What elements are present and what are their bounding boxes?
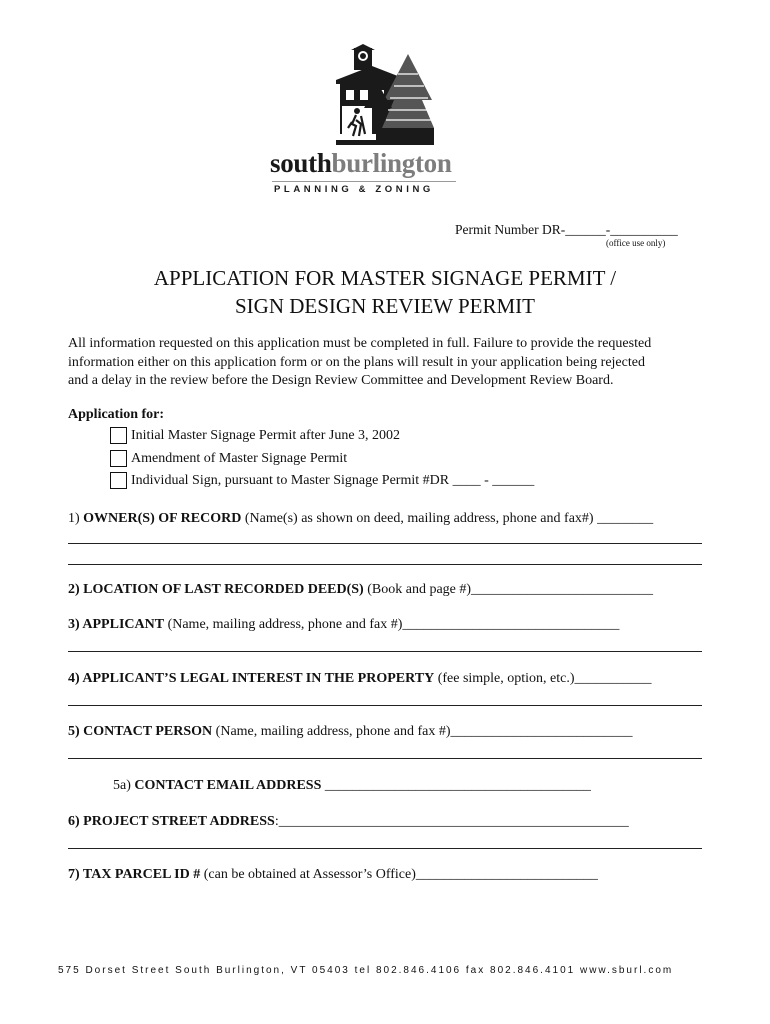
question-label: OWNER(S) OF RECORD: [83, 511, 242, 526]
answer-line[interactable]: [68, 543, 702, 544]
question-prompt: (Book and page #)__________________________: [363, 582, 654, 597]
application-for-heading: Application for:: [68, 407, 165, 422]
answer-line[interactable]: [68, 705, 702, 706]
question-label: 7) TAX PARCEL ID #: [68, 867, 201, 882]
form-title-line1: APPLICATION FOR MASTER SIGNAGE PERMIT /: [153, 266, 617, 290]
brand-tagline: PLANNING & ZONING: [274, 184, 434, 195]
question-label: 4) APPLICANT’S LEGAL INTEREST IN THE PROPERTY: [68, 671, 435, 686]
checkbox[interactable]: [110, 427, 127, 444]
question-contact-email[interactable]: [113, 778, 591, 794]
option-label: Individual Sign, pursuant to Master Signage Permit #DR ____ - ______: [131, 472, 535, 488]
question-label: CONTACT EMAIL ADDRESS: [134, 778, 322, 793]
question-label: 3) APPLICANT: [68, 617, 165, 632]
brand-south: south: [270, 148, 332, 178]
question-legal-interest[interactable]: [68, 671, 652, 687]
brand-burlington: burlington: [331, 148, 452, 178]
checkbox[interactable]: [110, 450, 127, 467]
answer-line[interactable]: [68, 758, 702, 759]
office-use-note: (office use only): [606, 238, 666, 248]
question-prompt: (can be obtained at Assessor’s Office)__________________________: [200, 867, 598, 882]
answer-line[interactable]: [68, 651, 702, 652]
instructions-paragraph: [68, 335, 708, 391]
question-applicant[interactable]: [68, 617, 619, 633]
question-number: 1): [68, 511, 84, 526]
question-tax-parcel-id[interactable]: [68, 867, 598, 883]
question-project-street-address[interactable]: [68, 814, 629, 830]
option-label: Amendment of Master Signage Permit: [131, 450, 348, 466]
answer-line[interactable]: [68, 848, 702, 849]
brand-underline: [272, 181, 456, 182]
question-prompt: (Name, mailing address, phone and fax #)__________________________: [212, 724, 633, 739]
question-prompt: (Name(s) as shown on deed, mailing address, phone and fax#) ________: [241, 511, 654, 526]
question-number: 5a): [113, 778, 135, 793]
question-label: 6) PROJECT STREET ADDRESS: [68, 814, 275, 829]
question-prompt: ______________________________________: [321, 778, 591, 793]
instructions-line: and a delay in the review before the Design Review Committee and Development Review Board.: [68, 373, 614, 388]
option-initial-master-signage[interactable]: [110, 427, 400, 444]
question-prompt: (fee simple, option, etc.)___________: [434, 671, 652, 686]
form-title-line2: SIGN DESIGN REVIEW PERMIT: [234, 294, 536, 318]
question-prompt: :__________________________________________________: [274, 814, 629, 829]
instructions-line: information either on this application form or on the plans will result in your application being rejected: [68, 354, 645, 370]
question-contact-person[interactable]: [68, 724, 633, 740]
option-individual-sign[interactable]: [110, 472, 534, 489]
question-owner-of-record[interactable]: [68, 511, 653, 527]
question-recorded-deed[interactable]: [68, 582, 653, 598]
option-label: Initial Master Signage Permit after June 3, 2002: [131, 427, 401, 443]
question-label: 2) LOCATION OF LAST RECORDED DEED(S): [68, 582, 364, 597]
brand-wordmark: [270, 150, 452, 177]
option-amendment[interactable]: [110, 450, 347, 467]
footer-contact-info: 575 Dorset Street South Burlington, VT 05403 tel 802.846.4106 fax 802.846.4101 www.sburl.com: [58, 965, 674, 976]
question-prompt: (Name, mailing address, phone and fax #)_______________________________: [164, 617, 620, 632]
question-label: 5) CONTACT PERSON: [68, 724, 213, 739]
south-burlington-logo-icon: [332, 44, 438, 148]
checkbox[interactable]: [110, 472, 127, 489]
answer-line[interactable]: [68, 564, 702, 565]
permit-number-field[interactable]: Permit Number DR-______-__________: [455, 222, 678, 237]
instructions-line: All information requested on this application must be completed in full. Failure to provide the requested: [68, 336, 652, 351]
